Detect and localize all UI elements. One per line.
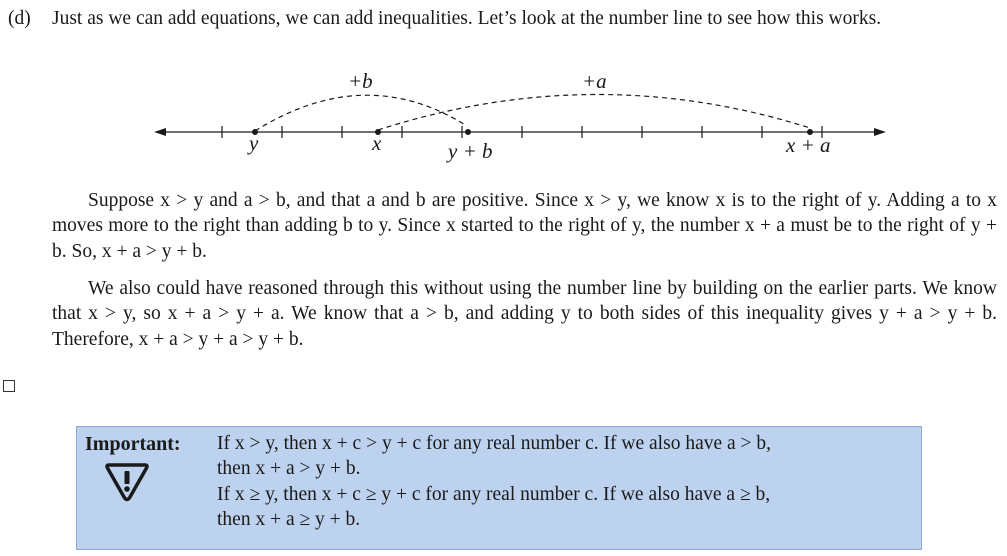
- important-line-4: then x + a ≥ y + b.: [217, 509, 361, 531]
- plus-b-arc: [255, 95, 467, 131]
- important-label: Important:: [85, 433, 181, 455]
- point-y-plus-b: [465, 129, 471, 135]
- important-line-2: then x + a > y + b.: [217, 458, 361, 480]
- part-label: (d): [8, 8, 31, 29]
- label-plus-b: +b: [348, 69, 373, 93]
- label-x-plus-a: x + a: [786, 133, 831, 157]
- warning-triangle-icon: [103, 461, 151, 503]
- paragraph-2: We also could have reasoned through this without using the number line by building on the earlier parts. We know that x > y, so x + a > y + a. We know that a > b, and adding y to both sides of this inequality gives y + a > y + b. Therefore, x + a > y + a > y + b.: [52, 278, 997, 350]
- important-callout: [76, 426, 922, 550]
- intro-text: Just as we can add equations, we can add inequalities. Let’s look at the number line to see how this works.: [52, 8, 882, 29]
- left-arrowhead: [154, 128, 166, 136]
- paragraph-1: Suppose x > y and a > b, and that a and b are positive. Since x > y, we know x is to the right of y. Adding a to x moves more to the right than adding b to y. Since x started to the right of y, the number x + a must be to the right of y + b. So, x + a > y + b.: [52, 190, 997, 262]
- end-of-proof-box: [3, 380, 15, 392]
- label-y-plus-b: y + b: [448, 139, 493, 163]
- number-line-diagram: [150, 68, 890, 168]
- label-plus-a: +a: [582, 69, 607, 93]
- important-line-1: If x > y, then x + c > y + c for any real number c. If we also have a > b,: [217, 433, 772, 454]
- label-x: x: [372, 131, 382, 155]
- important-body: [217, 431, 917, 532]
- plus-a-arc: [378, 94, 810, 130]
- right-arrowhead: [874, 128, 886, 136]
- label-y: y: [249, 131, 259, 155]
- important-line-3: If x ≥ y, then x + c ≥ y + c for any real number c. If we also have a ≥ b,: [217, 483, 771, 505]
